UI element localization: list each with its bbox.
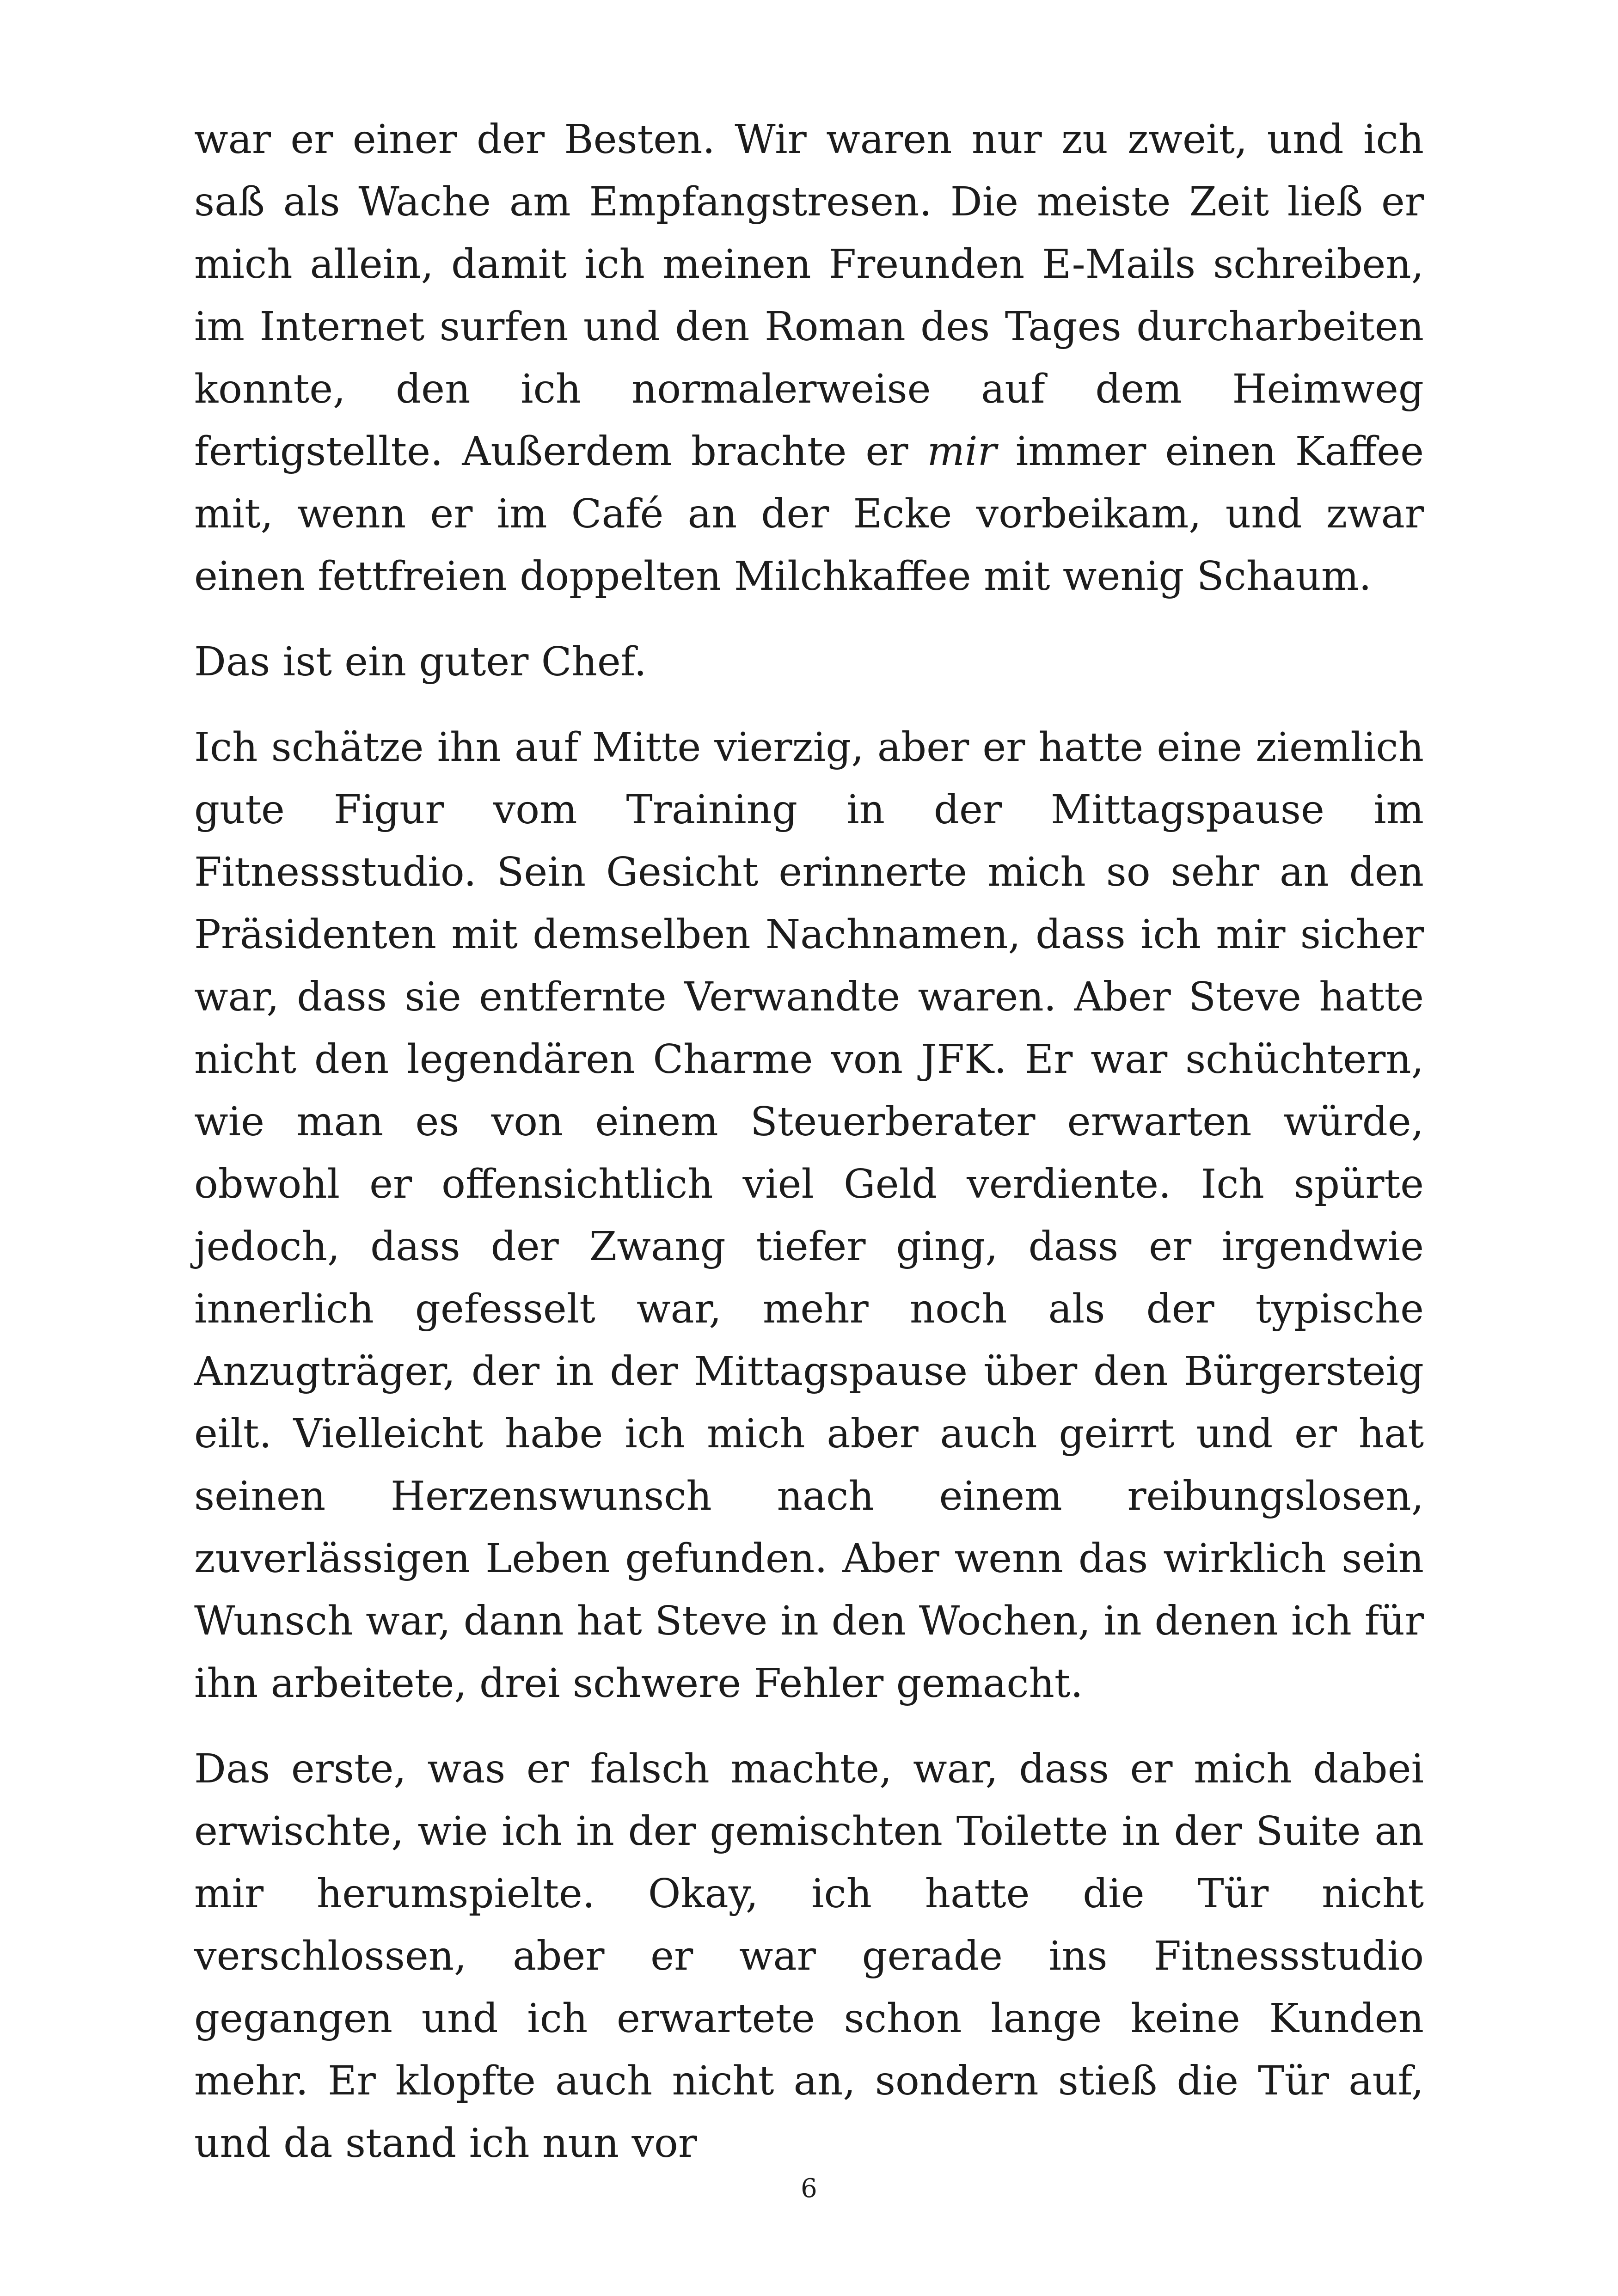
text-run: war er einer der Besten. Wir waren nur zu zweit, und ich saß als Wache am Empfangstresen. Die meiste Zeit ließ er mich allein, damit ich meinen Freunden E-Mails schreiben, im Internet surfen und den Roman des Tages durcharbeiten konnte, den ich normalerweise auf dem Heimweg fertigstellte. Außerdem brachte er (194, 116, 1424, 475)
page-number: 6 (801, 2174, 817, 2204)
body-text (194, 109, 1424, 2198)
text-run: Das ist ein guter Chef. (194, 639, 647, 685)
text-run: Das erste, was er falsch machte, war, dass er mich dabei erwischte, wie ich in der gemischten Toilette in der Suite an mir herumspielte. Okay, ich hatte die Tür nicht verschlossen, aber er war gerade ins Fitnessstudio gegangen und ich erwartete schon lange keine Kunden mehr. Er klopfte auch nicht an, sondern stieß die Tür auf, und da stand ich nun vor (194, 1746, 1424, 2167)
paragraph (194, 109, 1424, 608)
emphasis-text: mir (927, 429, 997, 475)
text-run: immer einen Kaffee mit, wenn er im Café an der Ecke vorbeikam, und zwar einen fettfreien doppelten Milchkaffee mit wenig Schaum. (194, 429, 1424, 600)
paragraph (194, 716, 1424, 1715)
paragraph (194, 631, 1424, 693)
text-run: Ich schätze ihn auf Mitte vierzig, aber er hatte eine ziemlich gute Figur vom Training in der Mittagspause im Fitnessstudio. Sein Gesicht erinnerte mich so sehr an den Präsidenten mit demselben Nachnamen, dass ich mir sicher war, dass sie entfernte Verwandte waren. Aber Steve hatte nicht den legendären Charme von JFK. Er war schüchtern, wie man es von einem Steuerberater erwarten würde, obwohl er offensichtlich viel Geld verdiente. Ich spürte jedoch, dass der Zwang tiefer ging, dass er irgendwie innerlich gefesselt war, mehr noch als der typische Anzugträger, der in der Mittagspause über den Bürgersteig eilt. Vielleicht habe ich mich aber auch geirrt und er hat seinen Herzenswunsch nach einem reibungslosen, zuverlässigen Leben gefunden. Aber wenn das wirklich sein Wunsch war, dann hat Steve in den Wochen, in denen ich für ihn arbeitete, drei schwere Fehler gemacht. (194, 724, 1424, 1707)
paragraph (194, 1738, 1424, 2175)
